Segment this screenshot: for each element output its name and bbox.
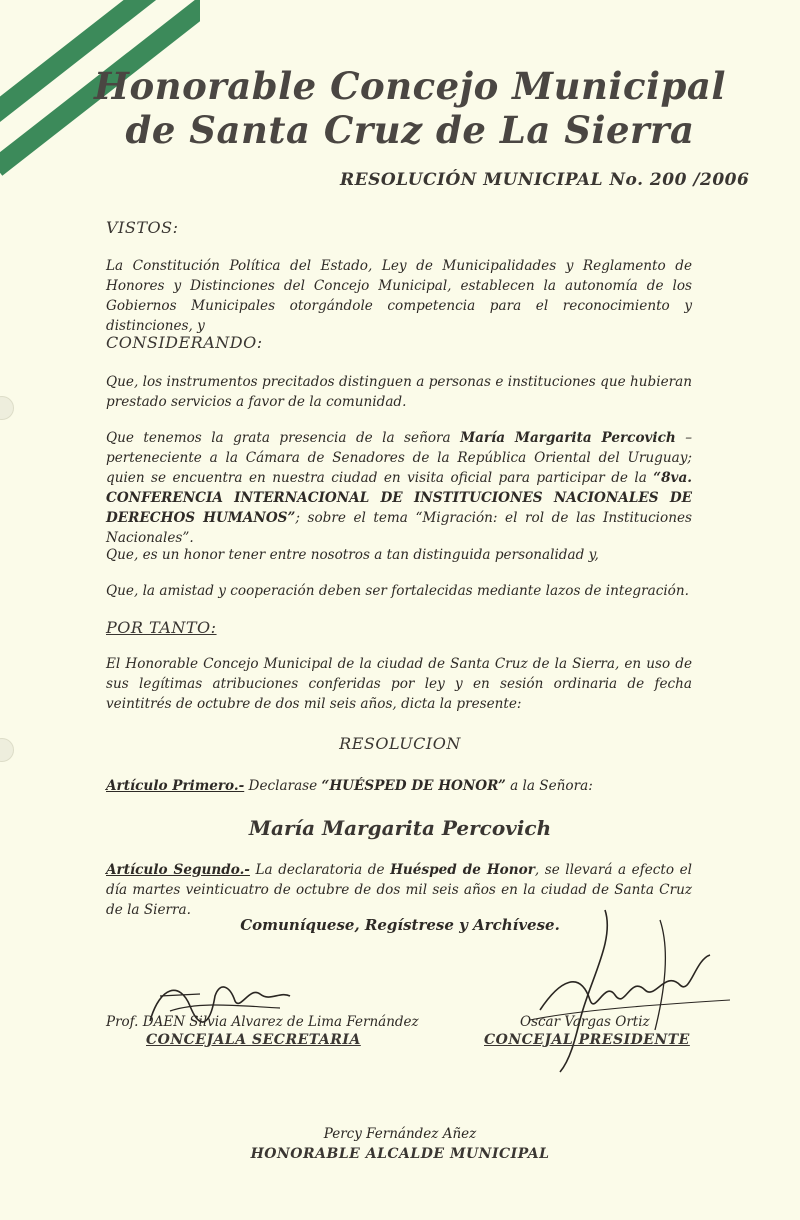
p2-conference-name: “8va. CONFERENCIA INTERNACIONAL DE INSTITUCIONES NACIONALES DE DERECHOS HUMANOS”	[106, 470, 692, 526]
letterhead-title-line1: Honorable Concejo Municipal	[94, 64, 726, 108]
article-1-text-c: a la Señora:	[505, 778, 593, 794]
resolucion-heading: RESOLUCION	[339, 734, 461, 753]
p2-text-a: Que tenemos la grata presencia de la señora	[106, 430, 461, 446]
article-1-text-a: Declarase	[244, 778, 322, 794]
left-signatory-role: CONCEJALA SECRETARIA	[146, 1032, 361, 1048]
article-2-label: Artículo Segundo.-	[106, 862, 250, 878]
considerando-paragraph-2	[106, 428, 692, 548]
considerando-heading: CONSIDERANDO:	[106, 333, 263, 352]
por-tanto-heading: POR TANTO:	[106, 618, 217, 637]
article-2-text-a: La declaratoria de	[249, 862, 391, 878]
bottom-signatory-role: HONORABLE ALCALDE MUNICIPAL	[250, 1146, 550, 1162]
article-1-label: Artículo Primero.-	[106, 778, 245, 794]
left-signatory-name: Prof. DAEN Silvia Alvarez de Lima Fernández	[106, 1014, 419, 1030]
article-2-text-c: , se llevará a efecto el día martes veinticuatro de octubre de dos mil seis años en la ciudad de Santa Cruz de la Sierra.	[106, 862, 692, 918]
closing-line: Comuníquese, Regístrese y Archívese.	[240, 916, 560, 934]
resolution-number: RESOLUCIÓN MUNICIPAL No. 200 /2006	[340, 170, 750, 190]
letterhead-title-line2: de Santa Cruz de La Sierra	[125, 108, 695, 152]
right-signature	[520, 900, 740, 1080]
por-tanto-text: El Honorable Concejo Municipal de la ciudad de Santa Cruz de la Sierra, en uso de sus legítimas atribuciones conferidas por ley y en sesión ordinaria de fecha veintitrés de octubre de dos mil seis años, dicta la presente:	[106, 656, 692, 712]
considerando-paragraph-4: Que, la amistad y cooperación deben ser fortalecidas mediante lazos de integración.	[106, 583, 689, 599]
bottom-signatory-name: Percy Fernández Añez	[323, 1126, 477, 1142]
vistos-heading: VISTOS:	[106, 218, 179, 237]
article-1	[106, 776, 692, 796]
honoree-name: María Margarita Percovich	[248, 816, 552, 840]
article-2-title: Huésped de Honor	[390, 862, 535, 878]
right-signatory-role: CONCEJAL PRESIDENTE	[484, 1032, 690, 1048]
considerando-paragraph-1: Que, los instrumentos precitados distinguen a personas e instituciones que hubieran prestado servicios a favor de la comunidad.	[106, 374, 692, 410]
p2-text-c: ; sobre el tema “Migración: el rol de las Instituciones Nacionales”.	[106, 510, 692, 546]
considerando-paragraph-3: Que, es un honor tener entre nosotros a tan distinguida personalidad y,	[106, 547, 599, 563]
vistos-text: La Constitución Política del Estado, Ley de Municipalidades y Reglamento de Honores y Distinciones del Concejo Municipal, establecen la autonomía de los Gobiernos Municipales otorgándole competencia para el reconocimiento y distinciones, y	[106, 258, 692, 334]
right-signatory-name: Oscar Vargas Ortiz	[520, 1014, 650, 1030]
p2-honoree-name: María Margarita Percovich	[460, 430, 676, 446]
punch-hole	[0, 396, 14, 420]
p2-text-b: – perteneciente a la Cámara de Senadores de la República Oriental del Uruguay; quien se encuentra en nuestra ciudad en visita oficial para participar de la	[106, 430, 692, 486]
article-1-title: “HUÉSPED DE HONOR”	[321, 778, 506, 794]
